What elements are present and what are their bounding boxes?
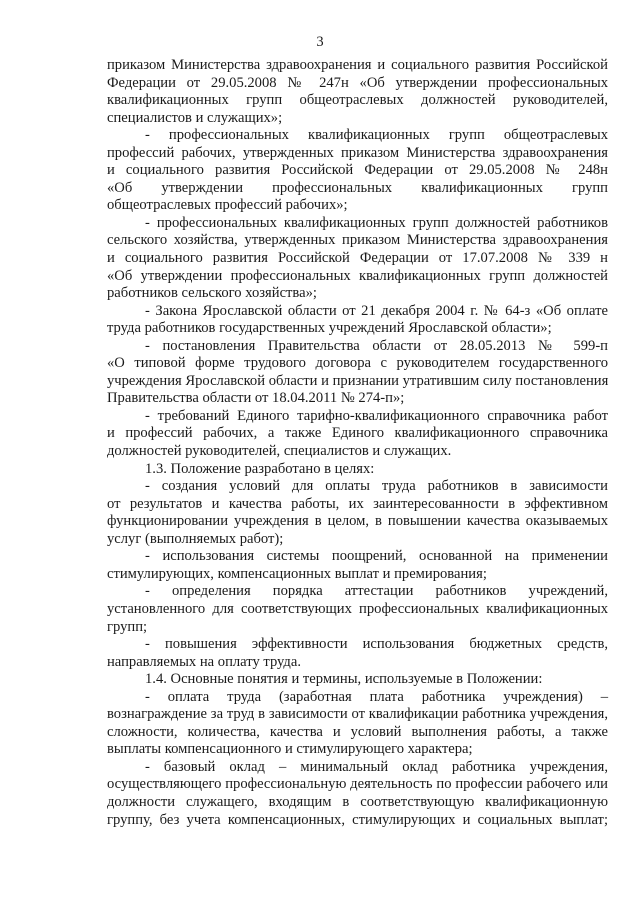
text-line: установленного для соответствующих профессиональных квалификационных <box>107 600 608 617</box>
text-line: - базовый оклад – минимальный оклад работника учреждения, <box>145 758 608 775</box>
text-line: группу, без учета компенсационных, стимулирующих и социальных выплат; <box>107 811 608 828</box>
text-line: Правительства области от 18.04.2011 № 274-п»; <box>107 390 405 407</box>
text-line: - создания условий для оплаты труда работников в зависимости <box>145 478 608 495</box>
text-line: и социального развития Российской Федерации от 29.05.2008 № 248н <box>107 162 608 179</box>
text-line: и социального развития Российской Федерации от 17.07.2008 № 339 н <box>107 250 608 267</box>
text-line: и профессий рабочих, а также Единого квалификационного справочника <box>107 425 608 442</box>
text-line: сельского хозяйства, утвержденных приказом Министерства здравоохранения <box>107 232 608 249</box>
text-line: сложности, количества, качества и условий выполнения работы, а также <box>107 723 608 740</box>
text-line: - использования системы поощрений, основанной на применении <box>145 548 608 565</box>
text-line: функционировании учреждения в целом, в повышении качества оказываемых <box>107 513 608 530</box>
text-line: от результатов и качества работы, их заинтересованности в эффективном <box>107 495 608 512</box>
text-line: «Об утверждении профессиональных квалификационных групп должностей <box>107 267 608 284</box>
text-line: вознаграждение за труд в зависимости от квалификации работника учреждения, <box>107 706 608 723</box>
document-body <box>107 57 608 829</box>
text-line: 1.3. Положение разработано в целях: <box>145 460 375 477</box>
text-line: - определения порядка аттестации работников учреждений, <box>145 583 608 600</box>
text-line: «Об утверждении профессиональных квалификационных групп <box>107 179 608 196</box>
text-line: должностей руководителей, специалистов и служащих. <box>107 443 452 460</box>
text-line: направляемых на оплату труда. <box>107 653 301 670</box>
text-line: - повышения эффективности использования бюджетных средств, <box>145 636 608 653</box>
text-line: должности служащего, входящим в соответствующую квалификационную <box>107 793 608 810</box>
text-line: - оплата труда (заработная плата работника учреждения) – <box>145 688 608 705</box>
page-number: 3 <box>316 34 324 50</box>
text-line: услуг (выполняемых работ); <box>107 530 284 547</box>
text-line: - Закона Ярославской области от 21 декабря 2004 г. № 64-з «Об оплате <box>145 302 608 319</box>
text-line: - профессиональных квалификационных групп должностей работников <box>145 214 608 231</box>
text-line: 1.4. Основные понятия и термины, используемые в Положении: <box>145 671 543 688</box>
text-line: осуществляющего профессиональную деятельность по профессии рабочего или <box>107 776 608 793</box>
text-line: стимулирующих, компенсационных выплат и премирования; <box>107 565 487 582</box>
text-line: выплаты компенсационного и стимулирующего характера; <box>107 741 473 758</box>
text-line: квалификационных групп общеотраслевых должностей руководителей, <box>107 92 608 109</box>
text-line: общеотраслевых профессий рабочих»; <box>107 197 348 214</box>
text-line: групп; <box>107 618 148 635</box>
text-line: - профессиональных квалификационных групп общеотраслевых <box>145 127 608 144</box>
text-line: Федерации от 29.05.2008 № 247н «Об утверждении профессиональных <box>107 74 608 91</box>
text-line: приказом Министерства здравоохранения и социального развития Российской <box>107 57 608 73</box>
text-line: профессий рабочих, утвержденных приказом Министерства здравоохранения <box>107 144 608 161</box>
text-line: - постановления Правительства области от 28.05.2013 № 599-п <box>145 337 608 354</box>
text-line: специалистов и служащих»; <box>107 109 283 126</box>
text-line: труда работников государственных учреждений Ярославской области»; <box>107 320 552 337</box>
text-line: «О типовой форме трудового договора с руководителем государственного <box>107 355 608 372</box>
text-line: - требований Единого тарифно-квалификационного справочника работ <box>145 407 608 424</box>
text-line: учреждения Ярославской области и признании утратившим силу постановления <box>107 372 609 389</box>
text-line: работников сельского хозяйства»; <box>107 285 317 302</box>
